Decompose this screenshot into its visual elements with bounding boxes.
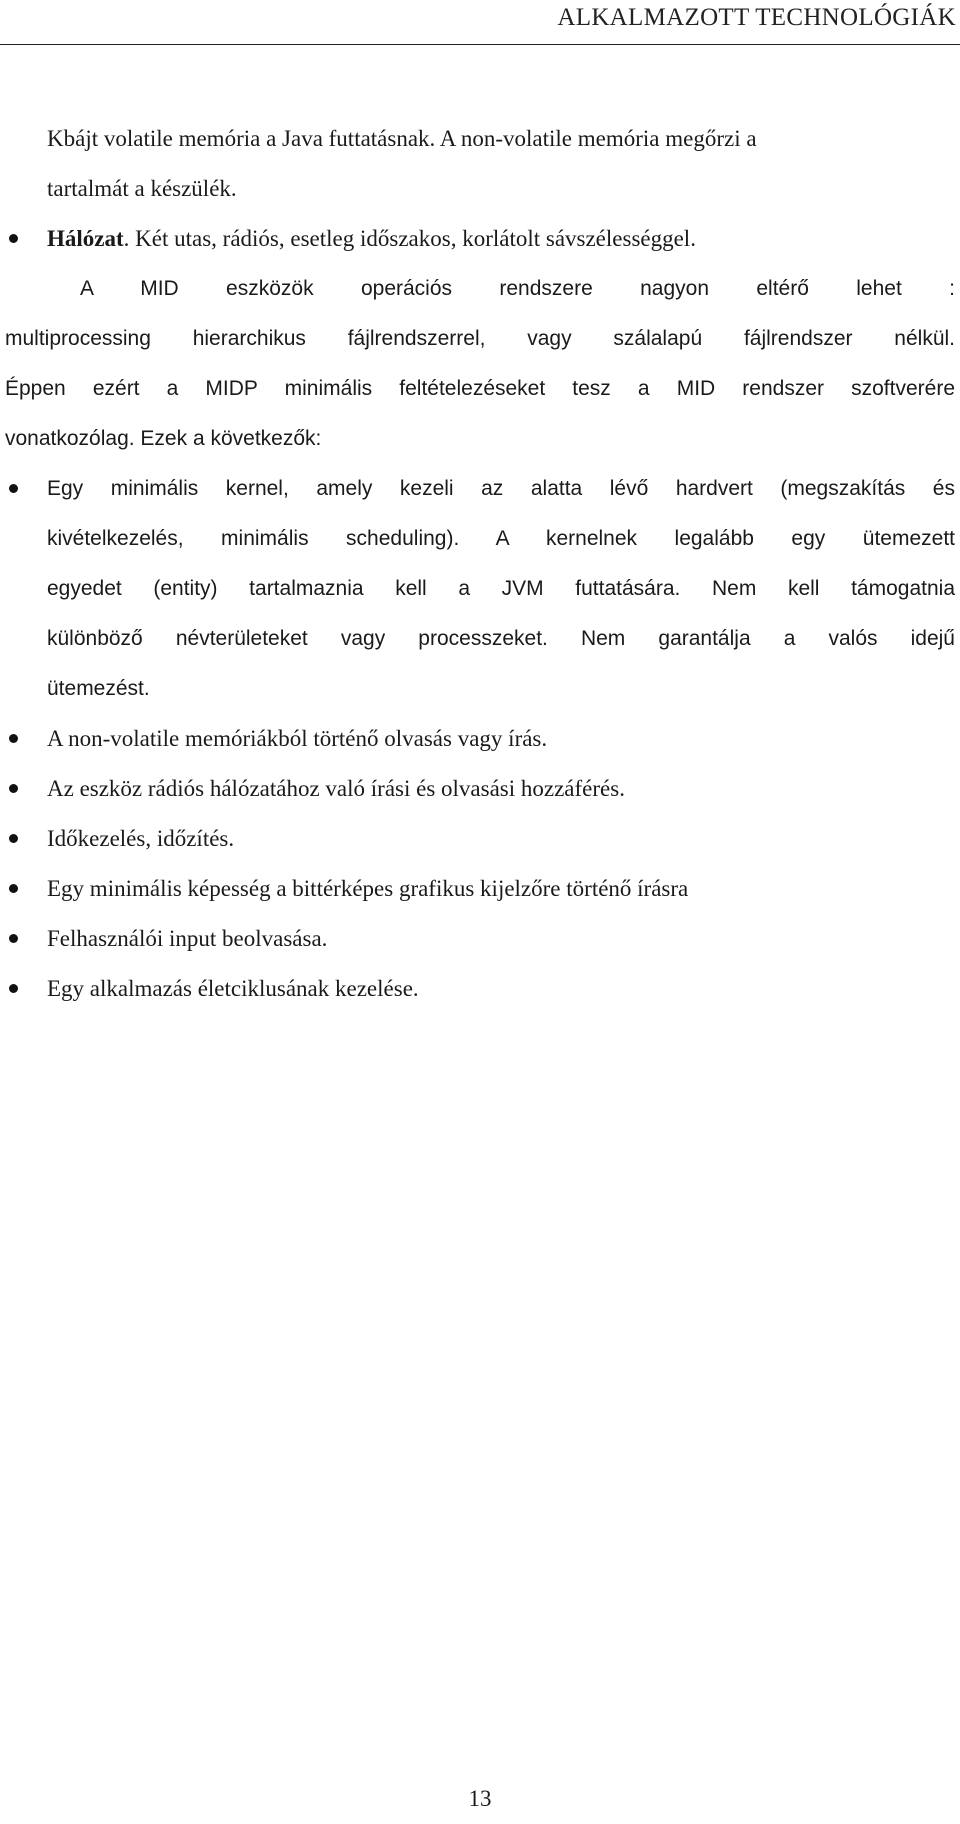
page-header [0, 0, 960, 45]
list-item-kernel [5, 464, 955, 714]
list-item-text: Időkezelés, időzítés. [47, 826, 235, 851]
list-item-text: Felhasználói input beolvasása. [47, 926, 328, 951]
bullet-icon [9, 734, 18, 743]
text-line [47, 214, 955, 264]
list-item [5, 714, 955, 764]
page-number: 13 [468, 1786, 492, 1811]
list-item-text: Egy minimális képesség a bittérképes grafikus kijelzőre történő írásra [47, 876, 689, 901]
list-item [5, 864, 955, 914]
kernel-paragraph [47, 464, 955, 714]
text-line: kivételkezelés, minimális scheduling). A kernelnek legalább egy ütemezett [47, 527, 955, 550]
list-item-text: Az eszköz rádiós hálózatához való írási és olvasási hozzáférés. [47, 776, 625, 801]
continued-bullet-text [5, 114, 955, 214]
running-header-title: ALKALMAZOTT TECHNOLÓGIÁK [557, 4, 956, 31]
bullet-icon [9, 784, 18, 793]
list-item-network [5, 214, 955, 264]
text-line: vonatkozólag. Ezek a következők: [5, 427, 322, 450]
list-item [5, 814, 955, 864]
text-line: Kbájt volatile memória a Java futtatásnak. A non-volatile memória megőrzi a [47, 126, 757, 151]
bullet-icon [9, 934, 18, 943]
text-line: multiprocessing hierarchikus fájlrendszerrel, vagy szálalapú fájlrendszer nélkül. [5, 327, 955, 350]
network-label: Hálózat [47, 226, 124, 251]
bullet-icon [9, 884, 18, 893]
list-item-text: A non-volatile memóriákból történő olvasás vagy írás. [47, 726, 548, 751]
text-line: tartalmát a készülék. [47, 176, 237, 201]
bullet-icon [9, 484, 18, 493]
list-item [5, 764, 955, 814]
paragraph-midp-os [5, 264, 955, 464]
list-item [5, 964, 955, 1014]
list-item [5, 914, 955, 964]
list-item-text: Egy alkalmazás életciklusának kezelése. [47, 976, 419, 1001]
text-line: ütemezést. [47, 677, 150, 700]
bullet-icon [9, 984, 18, 993]
text-line: Éppen ezért a MIDP minimális feltételezéseket tesz a MID rendszer szoftverére [5, 377, 955, 400]
text-line: Egy minimális kernel, amely kezeli az alatta lévő hardvert (megszakítás és [47, 477, 955, 500]
text-line: egyedet (entity) tartalmaznia kell a JVM futtatására. Nem kell támogatnia [47, 577, 955, 600]
bullet-icon [9, 234, 18, 243]
bullet-icon [9, 834, 18, 843]
network-description: . Két utas, rádiós, esetleg időszakos, korlátolt sávszélességgel. [123, 226, 696, 251]
text-line: különböző névterületeket vagy processzeket. Nem garantálja a valós idejű [47, 627, 955, 650]
text-line: A MID eszközök operációs rendszere nagyon eltérő lehet : [80, 277, 955, 300]
document-body [5, 114, 955, 1014]
